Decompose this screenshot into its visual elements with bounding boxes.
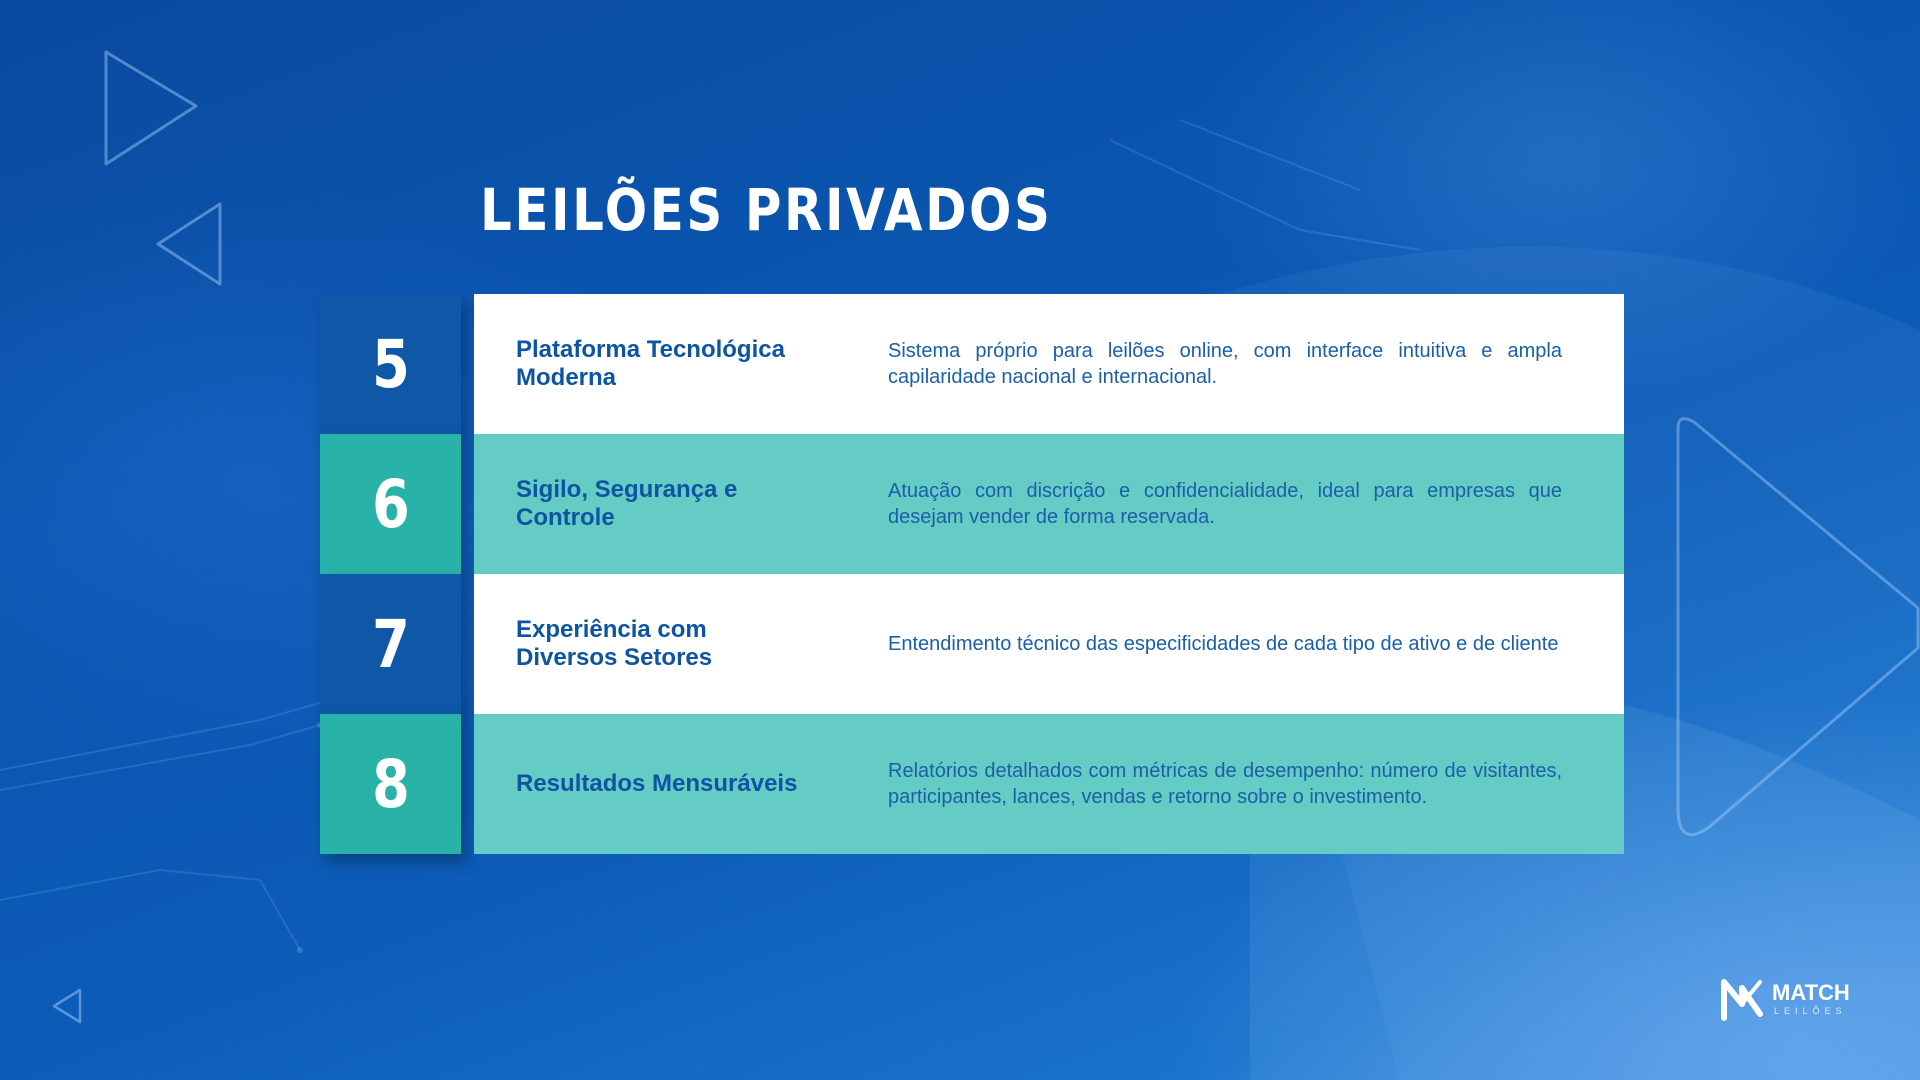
row-number-label: 8 [371,745,410,823]
play-triangle-icon [96,44,206,172]
row-description-cell [818,574,1624,714]
row-number-label: 6 [371,465,410,543]
row-heading-cell [474,434,830,574]
table-row [320,714,1624,854]
row-heading-cell [474,714,830,854]
row-heading: Sigilo, Segurança e Controle [516,476,738,531]
row-description-cell [818,434,1624,574]
row-heading: Plataforma Tecnológica Moderna [516,336,785,391]
row-number-label: 7 [371,605,410,683]
row-description: Entendimento técnico das especificidades de cada tipo de ativo e de cliente [888,633,1559,655]
features-table [320,294,1624,854]
small-left-triangle-icon [50,986,86,1026]
row-description: Relatórios detalhados com métricas de desempenho: número de visitantes, participantes, lances, vendas e retorno sobre o investimento. [888,760,1562,808]
match-leiloes-logo [1720,972,1860,1028]
table-row [320,294,1624,434]
row-heading: Resultados Mensuráveis [516,770,798,797]
row-description: Sistema próprio para leilões online, com interface intuitiva e ampla capilaridade nacional e internacional. [888,340,1562,388]
logo-subtitle: LEILÕES [1774,1006,1847,1016]
row-number [320,714,461,854]
row-description: Atuação com discrição e confidencialidade, ideal para empresas que desejam vender de forma reservada. [888,480,1562,528]
table-row [320,574,1624,714]
row-number [320,574,461,714]
row-number [320,294,461,434]
logo-name: MATCH [1772,980,1850,1005]
row-heading-cell [474,294,830,434]
table-row [320,434,1624,574]
page-title: LEILÕES PRIVADOS [480,176,1053,244]
row-description-cell [818,714,1624,854]
row-number-label: 5 [371,325,410,403]
left-triangle-icon [150,198,230,290]
row-heading-cell [474,574,830,714]
row-heading: Experiência com Diversos Setores [516,616,713,671]
large-triangle-outline-icon [1668,408,1920,848]
row-number [320,434,461,574]
logo-mark-icon [1720,974,1766,1024]
row-description-cell [818,294,1624,434]
